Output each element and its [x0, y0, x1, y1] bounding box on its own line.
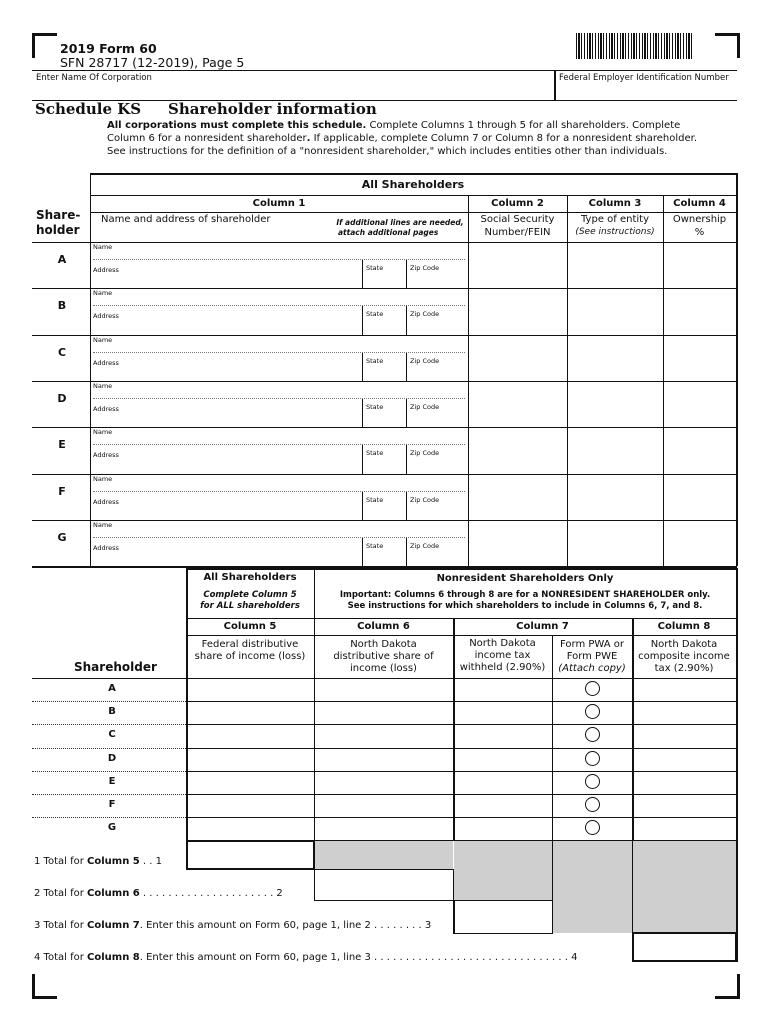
- t2-nonres-note-1: Important: Columns 6 through 8 are for a NONRESIDENT SHAREHOLDER only.: [339, 590, 711, 600]
- t1-col3-sub-2: (See instructions): [575, 227, 655, 237]
- t1-ownership-field[interactable]: [664, 288, 736, 335]
- t2-col7b-sub-2: Form PWE: [566, 651, 618, 662]
- t2-col8-sub-2: composite income: [638, 651, 730, 662]
- corner-mark-top-left: [32, 33, 57, 58]
- t2-col6-sub-1: North Dakota: [350, 639, 417, 650]
- t2-col7a-sub-2: income tax: [474, 650, 531, 661]
- t2-col8-field[interactable]: [634, 817, 736, 840]
- t2-col5-field[interactable]: [188, 794, 314, 817]
- t1-entity-type-field[interactable]: [568, 520, 663, 566]
- t2-col6-field[interactable]: [315, 794, 453, 817]
- t2-col7b-sub-1: Form PWA or: [560, 639, 624, 650]
- t1-ssn-field[interactable]: [469, 335, 567, 381]
- t2-row-letter: D: [107, 753, 117, 764]
- corner-mark-bottom-left: [32, 974, 57, 999]
- t1-name-label: Name: [93, 243, 113, 251]
- t1-ownership-field[interactable]: [664, 520, 736, 566]
- t2-row-letter: E: [108, 776, 116, 787]
- t2-col8-field[interactable]: [634, 678, 736, 701]
- t1-col4-sub-1: Ownership: [672, 214, 727, 225]
- t1-zip-label: Zip Code: [410, 496, 440, 504]
- t2-col5-field[interactable]: [188, 817, 314, 840]
- total-column7-field[interactable]: [453, 900, 553, 934]
- t1-name-label: Name: [93, 475, 113, 483]
- t1-name-address-field[interactable]: [91, 427, 468, 474]
- t1-name-address-field[interactable]: [91, 520, 468, 566]
- t1-name-address-field[interactable]: [91, 288, 468, 335]
- t2-col7-field[interactable]: [455, 748, 552, 771]
- t2-all-note-2: for ALL shareholders: [200, 601, 300, 611]
- t1-zip-label: Zip Code: [410, 357, 440, 365]
- t2-col8-field[interactable]: [634, 724, 736, 748]
- schedule-instructions: All corporations must complete this schedule. Complete Columns 1 through 5 for all shareholders. Complete Column 6 for a nonresident shareholder. If applicable, complete Column 7 or Column 8 for a nonresident shareholder. See instructions for the definition of a "nonresident shareholder," which includes entities other than individuals.: [107, 119, 747, 158]
- t1-ssn-field[interactable]: [469, 520, 567, 566]
- form-title: 2019 Form 60: [60, 41, 157, 56]
- t1-ssn-field[interactable]: [469, 242, 567, 288]
- t2-row-letter: C: [108, 729, 116, 740]
- t1-address-label: Address: [93, 312, 119, 320]
- instr-1: Complete Columns 1 through 5 for all shareholders. Complete: [369, 120, 681, 131]
- corner-mark-top-right: [715, 33, 740, 58]
- t2-col6-field[interactable]: [315, 817, 453, 840]
- instr-bold: All corporations must complete this schedule.: [107, 120, 367, 131]
- t1-state-label: State: [366, 403, 384, 411]
- t2-col6-title: Column 6: [357, 621, 410, 632]
- t1-row-letter: D: [57, 392, 67, 405]
- t1-col4-title: Column 4: [673, 198, 726, 209]
- instr-3: See instructions for the definition of a "nonresident shareholder," which includes entities other than individuals.: [107, 146, 668, 157]
- t1-name-address-field[interactable]: [91, 335, 468, 381]
- t1-state-label: State: [366, 264, 384, 272]
- t1-name-address-field[interactable]: [91, 381, 468, 427]
- schedule-title: Shareholder information: [168, 100, 377, 118]
- pwa-pwe-radio[interactable]: [585, 774, 600, 789]
- total-line-1: 1 Total for Column 5 . . 1: [34, 856, 163, 867]
- t2-col7a-sub-1: North Dakota: [469, 638, 536, 649]
- t1-entity-type-field[interactable]: [568, 474, 663, 520]
- t1-col2-sub-2: Number/FEIN: [484, 227, 551, 238]
- t2-col8-field[interactable]: [634, 748, 736, 771]
- t1-col1-note-2: attach additional pages: [338, 228, 439, 237]
- t2-col7-title: Column 7: [516, 621, 569, 632]
- t2-shareholder-header: Shareholder: [74, 660, 157, 674]
- t2-row-letter: F: [108, 799, 116, 810]
- instr-2a: Column 6 for a nonresident shareholder: [107, 133, 307, 144]
- t1-entity-type-field[interactable]: [568, 335, 663, 381]
- t1-state-label: State: [366, 357, 384, 365]
- t1-row-letter: B: [57, 299, 67, 312]
- t2-col5-title: Column 5: [223, 621, 277, 632]
- t2-col6-field[interactable]: [315, 678, 453, 701]
- t1-name-label: Name: [93, 336, 113, 344]
- t2-col7-field[interactable]: [455, 678, 552, 701]
- t2-col7a-sub-3: withheld (2.90%): [459, 662, 546, 673]
- total-column8-field[interactable]: [632, 932, 737, 962]
- t1-col1-sub: Name and address of shareholder: [101, 214, 271, 225]
- form-sfn: SFN 28717 (12-2019), Page 5: [60, 55, 245, 70]
- t2-col5-field[interactable]: [188, 678, 314, 701]
- t2-col7-field[interactable]: [455, 817, 552, 840]
- instr-2c: If applicable, complete Column 7 or Column 8 for a nonresident shareholder.: [313, 133, 698, 144]
- t1-ssn-field[interactable]: [469, 381, 567, 427]
- total-line-4: 4 Total for Column 8. Enter this amount on Form 60, page 1, line 3 . . . . . . . . . . . . . . . . . . . . . . . . . . . . . . . 4: [34, 952, 578, 963]
- t2-col8-field[interactable]: [634, 701, 736, 724]
- shaded-col7-total: [454, 841, 552, 901]
- t1-state-label: State: [366, 310, 384, 318]
- t2-all-note-1: Complete Column 5: [203, 590, 297, 600]
- t1-ownership-field[interactable]: [664, 381, 736, 427]
- t1-ssn-field[interactable]: [469, 427, 567, 474]
- t1-name-label: Name: [93, 428, 113, 436]
- t1-zip-label: Zip Code: [410, 449, 440, 457]
- t2-col6-sub-3: income (loss): [350, 663, 417, 674]
- t1-ownership-field[interactable]: [664, 242, 736, 288]
- t1-state-label: State: [366, 542, 384, 550]
- t2-col7-field[interactable]: [455, 724, 552, 748]
- t2-col7-field[interactable]: [455, 771, 552, 794]
- t1-shareholder-header-1: Share-: [36, 208, 81, 222]
- t2-col6-field[interactable]: [315, 701, 453, 724]
- t1-entity-type-field[interactable]: [568, 427, 663, 474]
- shaded-col6-total: [315, 841, 453, 869]
- t1-name-address-field[interactable]: [91, 242, 468, 288]
- barcode: [576, 33, 694, 59]
- t1-name-label: Name: [93, 289, 113, 297]
- t1-address-label: Address: [93, 544, 119, 552]
- t2-row-letter: A: [108, 683, 116, 694]
- pwa-pwe-radio[interactable]: [585, 704, 600, 719]
- pwa-pwe-radio[interactable]: [585, 681, 600, 696]
- t1-name-label: Name: [93, 521, 113, 529]
- t2-col8-sub-3: tax (2.90%): [654, 663, 714, 674]
- fein-label: Federal Employer Identification Number: [559, 73, 729, 83]
- t1-ownership-field[interactable]: [664, 427, 736, 474]
- t2-col6-field[interactable]: [315, 724, 453, 748]
- t1-entity-type-field[interactable]: [568, 242, 663, 288]
- schedule-code: Schedule KS: [35, 100, 142, 118]
- corner-mark-bottom-right: [715, 974, 740, 999]
- t2-col5-field[interactable]: [188, 724, 314, 748]
- t2-col6-field[interactable]: [315, 748, 453, 771]
- total-column5-field[interactable]: [186, 840, 315, 870]
- t1-col1-title: Column 1: [252, 198, 306, 209]
- t1-zip-label: Zip Code: [410, 403, 440, 411]
- t1-col2-sub-1: Social Security: [480, 214, 555, 225]
- t2-col5-sub-2: share of income (loss): [194, 651, 306, 662]
- t1-address-label: Address: [93, 359, 119, 367]
- t1-row-letter: E: [58, 438, 66, 451]
- total-line-2: 2 Total for Column 6 . . . . . . . . . . . . . . . . . . . . . 2: [34, 888, 283, 899]
- t2-col6-sub-2: distributive share of: [333, 651, 434, 662]
- total-column6-field[interactable]: [314, 869, 454, 901]
- t1-row-letter: C: [57, 346, 67, 359]
- t2-row-letter: B: [108, 706, 116, 717]
- t2-col5-sub-1: Federal distributive: [201, 639, 299, 650]
- t1-entity-type-field[interactable]: [568, 381, 663, 427]
- t1-col4-sub-2: %: [694, 227, 705, 238]
- t1-address-label: Address: [93, 405, 119, 413]
- t2-row-letter: G: [107, 822, 117, 833]
- t1-address-label: Address: [93, 266, 119, 274]
- t1-ownership-field[interactable]: [664, 335, 736, 381]
- t2-nonres-note-2: See instructions for which shareholders to include in Columns 6, 7, and 8.: [347, 601, 703, 611]
- t2-col8-title: Column 8: [657, 621, 711, 632]
- t1-group-header: All Shareholders: [361, 178, 465, 191]
- t1-state-label: State: [366, 496, 384, 504]
- t1-zip-label: Zip Code: [410, 264, 440, 272]
- t1-entity-type-field[interactable]: [568, 288, 663, 335]
- t1-ownership-field[interactable]: [664, 474, 736, 520]
- shaded-col7b-total: [553, 841, 632, 933]
- t1-state-label: State: [366, 449, 384, 457]
- t2-col6-field[interactable]: [315, 771, 453, 794]
- t2-col8-field[interactable]: [634, 771, 736, 794]
- pwa-pwe-radio[interactable]: [585, 727, 600, 742]
- t1-ssn-field[interactable]: [469, 474, 567, 520]
- t2-col5-field[interactable]: [188, 748, 314, 771]
- t1-zip-label: Zip Code: [410, 542, 440, 550]
- t1-shareholder-header-2: holder: [36, 223, 80, 237]
- t1-address-label: Address: [93, 498, 119, 506]
- shaded-col8-total: [633, 841, 736, 933]
- pwa-pwe-radio[interactable]: [585, 797, 600, 812]
- t2-col8-field[interactable]: [634, 794, 736, 817]
- t2-col5-field[interactable]: [188, 771, 314, 794]
- t2-col7b-sub-3: (Attach copy): [558, 663, 626, 674]
- t2-all-shareholders-header: All Shareholders: [203, 572, 297, 583]
- t1-row-letter: G: [57, 531, 67, 544]
- t1-row-letter: A: [57, 253, 67, 266]
- total-line-3: 3 Total for Column 7. Enter this amount on Form 60, page 1, line 2 . . . . . . . . 3: [34, 920, 432, 931]
- pwa-pwe-radio[interactable]: [585, 820, 600, 835]
- t2-col7-field[interactable]: [455, 701, 552, 724]
- t1-col3-title: Column 3: [588, 198, 642, 209]
- t1-name-label: Name: [93, 382, 113, 390]
- pwa-pwe-radio[interactable]: [585, 751, 600, 766]
- t2-col8-sub-1: North Dakota: [650, 639, 718, 650]
- t1-col3-sub-1: Type of entity: [581, 214, 649, 225]
- t1-ssn-field[interactable]: [469, 288, 567, 335]
- t1-name-address-field[interactable]: [91, 474, 468, 520]
- t2-nonres-header: Nonresident Shareholders Only: [436, 573, 614, 584]
- t2-col5-field[interactable]: [188, 701, 314, 724]
- t1-col1-note-1: If additional lines are needed,: [336, 218, 464, 227]
- t1-zip-label: Zip Code: [410, 310, 440, 318]
- corporation-name-label: Enter Name Of Corporation: [36, 73, 152, 83]
- t2-col7-field[interactable]: [455, 794, 552, 817]
- t1-row-letter: F: [58, 485, 66, 498]
- t1-address-label: Address: [93, 451, 119, 459]
- t1-col2-title: Column 2: [491, 198, 544, 209]
